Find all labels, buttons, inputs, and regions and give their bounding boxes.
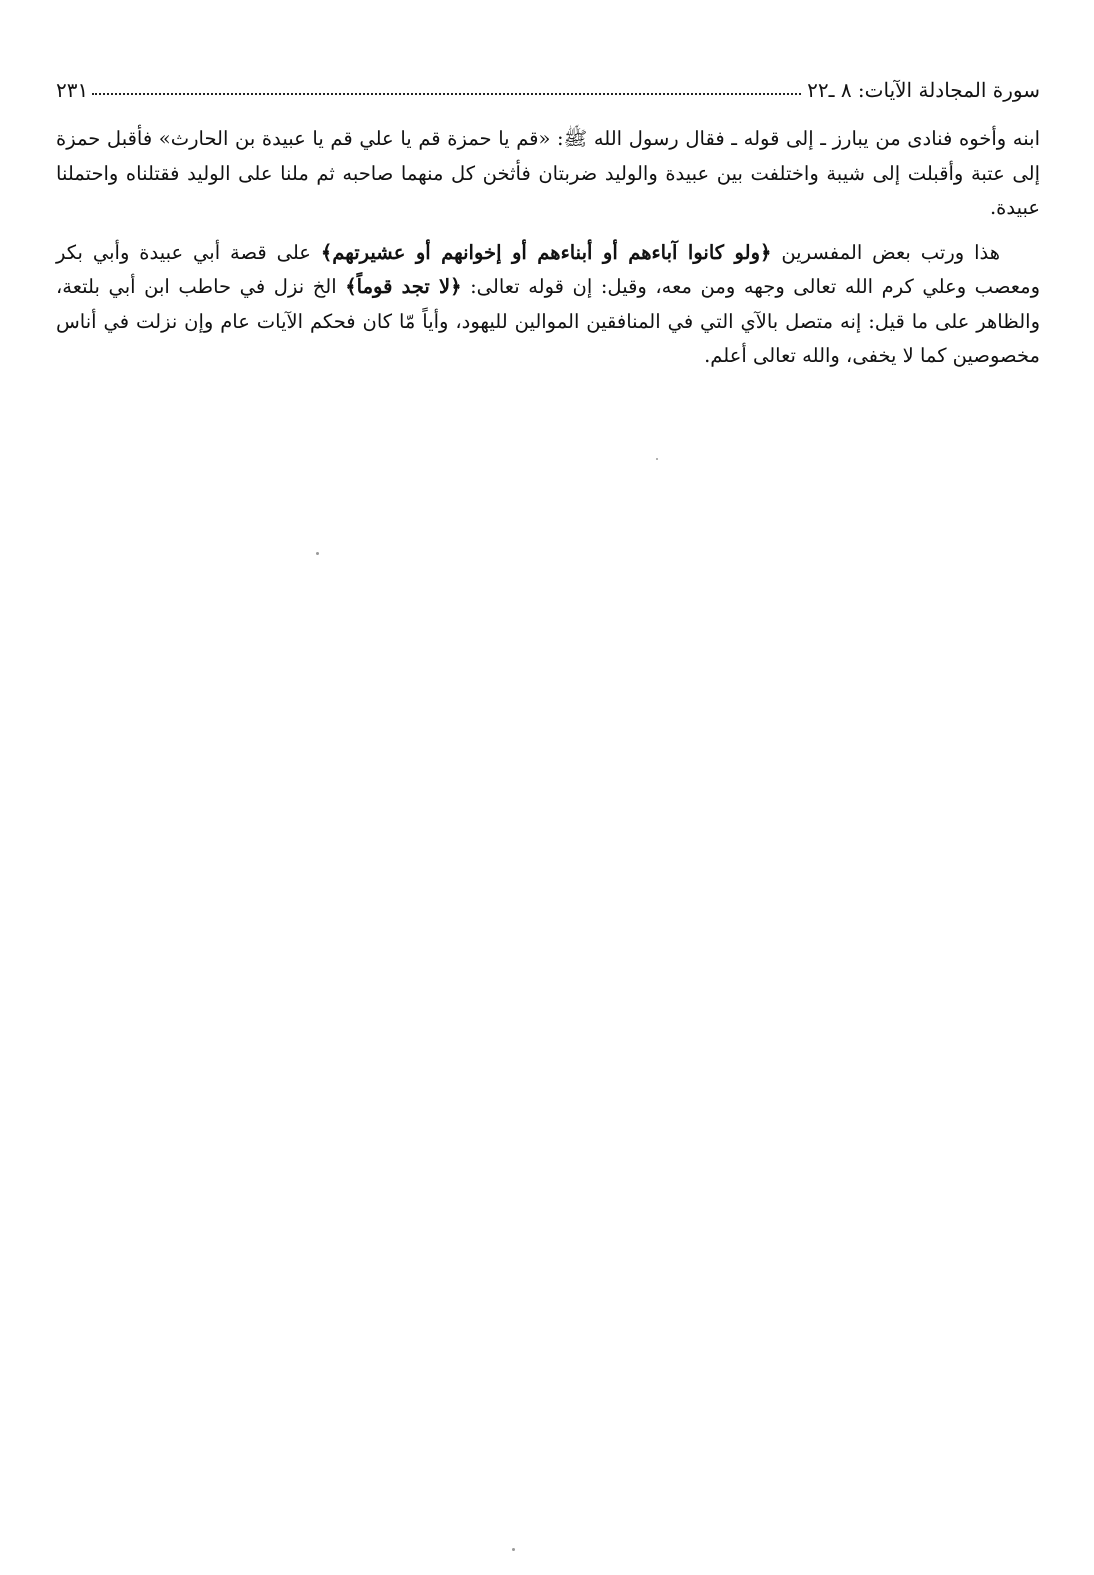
running-header (56, 66, 1040, 102)
paragraph-text: الخ نزل في حاطب ابن أبي بلتعة، والظاهر على ما قيل: إنه متصل بالآي التي في المنافقين الموالين لليهود، وأياً مّا كان فحكم الآيات عام وإن نزلت في أناس مخصوصين كما لا يخفى، والله تعالى أعلم. (56, 275, 1040, 367)
dot-leader (92, 93, 801, 95)
page-number: ٢٣١ (56, 78, 89, 102)
paragraph-1 (56, 122, 1040, 226)
header-title: سورة المجادلة الآيات: ٨ ـ٢٢ (807, 78, 1040, 102)
scan-speck (512, 1548, 515, 1551)
paragraph-text: على قصة أبي عبيدة وأبي بكر ومعصب وعلي كرم الله تعالى وجهه ومن معه، وقيل: إن قوله تعالى: (56, 240, 1040, 298)
quran-quote: ﴿لا تجد قوماً﴾ (345, 275, 462, 298)
body-text (56, 122, 1040, 384)
paragraph-text: ابنه وأخوه فنادى من يبارز ـ إلى قوله ـ فقال رسول الله ﷺ: «قم يا حمزة قم يا علي قم يا عبيدة بن الحارث» فأقبل حمزة إلى عتبة وأقبلت إلى شيبة واختلفت بين عبيدة والوليد ضربتان فأثخن كل منهما صاحبه ثم ملنا على الوليد فقتلناه واحتملنا عبيدة. (56, 127, 1040, 219)
paragraph-text: هذا ورتب بعض المفسرين (771, 240, 1000, 264)
scan-speck (316, 552, 319, 555)
scan-speck (656, 458, 658, 460)
quran-quote: ﴿ولو كانوا آباءهم أو أبناءهم أو إخوانهم أو عشيرتهم﴾ (320, 240, 772, 264)
paragraph-2 (56, 236, 1040, 374)
